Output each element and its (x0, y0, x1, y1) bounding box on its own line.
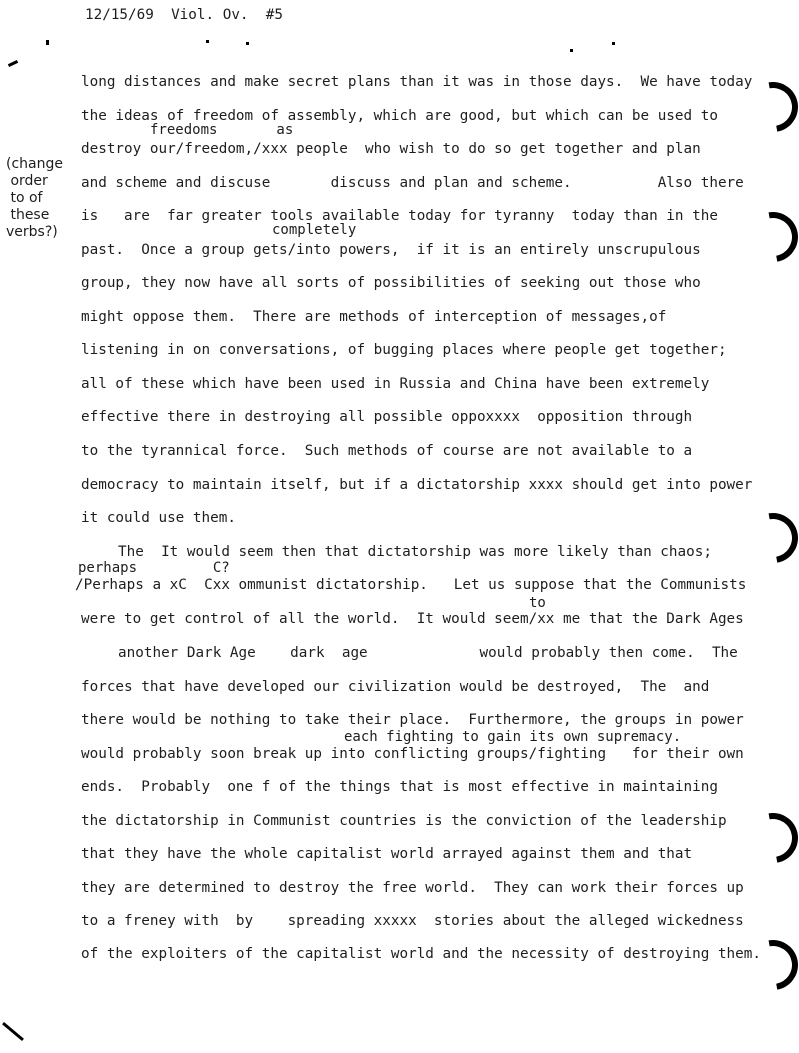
text-line: it could use them. (81, 510, 236, 526)
punch-hole-shadow (738, 503, 799, 573)
punch-hole-shadow (738, 202, 799, 272)
page-header: 12/15/69 Viol. Ov. #5 (85, 7, 283, 23)
text-line: effective there in destroying all possible oppoxxxx opposition through (81, 409, 693, 425)
ink-speck (612, 42, 615, 45)
text-line: there would be nothing to take their place. Furthermore, the groups in power (81, 712, 744, 728)
insertion: perhaps C? (78, 560, 230, 576)
ink-speck (2, 1022, 24, 1041)
text-line: to the tyrannical force. Such methods of course are not available to a (81, 443, 693, 459)
text-line: and scheme and discuse discuss and plan and scheme. Also there (81, 175, 744, 191)
text-line: were to get control of all the world. It would seem/xx me that the Dark Ages (81, 611, 744, 627)
insertion: freedoms as (150, 122, 294, 138)
text-line: destroy our/freedom,/xxx people who wish to do so get together and plan (81, 141, 701, 157)
text-line: forces that have developed our civilization would be destroyed, The and (81, 679, 710, 695)
text-line: past. Once a group gets/into powers, if it is an entirely unscrupulous (81, 242, 701, 258)
text-line: would probably soon break up into conflicting groups/fighting for their own (81, 746, 744, 762)
insertion: to (529, 595, 546, 611)
text-line: to a freney with by spreading xxxxx stories about the alleged wickedness (81, 913, 744, 929)
text-line: group, they now have all sorts of possibilities of seeking out those who (81, 275, 701, 291)
text-line: another Dark Age dark age would probably then come. The (75, 645, 738, 661)
insertion: completely (272, 222, 357, 238)
ink-speck (206, 40, 209, 43)
ink-speck (8, 60, 18, 67)
text-line: they are determined to destroy the free world. They can work their forces up (81, 880, 744, 896)
margin-note: (change order to of these verbs?) (6, 156, 63, 240)
text-line: long distances and make secret plans than it was in those days. We have today (81, 74, 753, 90)
text-line: might oppose them. There are methods of interception of messages,of (81, 309, 667, 325)
text-line: The It would seem then that dictatorship was more likely than chaos; (75, 544, 712, 560)
ink-speck (570, 49, 573, 52)
ink-speck (246, 42, 249, 45)
text-line: the dictatorship in Communist countries is the conviction of the leadership (81, 813, 727, 829)
text-line: ends. Probably one f of the things that is most effective in maintaining (81, 779, 718, 795)
text-line: democracy to maintain itself, but if a dictatorship xxxx should get into power (81, 477, 753, 493)
text-line: that they have the whole capitalist world arrayed against them and that (81, 846, 693, 862)
text-line: all of these which have been used in Russia and China have been extremely (81, 376, 710, 392)
ink-speck (46, 40, 49, 45)
punch-hole-shadow (738, 930, 799, 1000)
insertion: each fighting to gain its own supremacy. (344, 729, 682, 745)
text-line: of the exploiters of the capitalist world and the necessity of destroying them. (81, 946, 761, 962)
text-line: is are far greater tools available today for tyranny today than in the (81, 208, 718, 224)
text-line: the ideas of freedom of assembly, which are good, but which can be used to (81, 108, 718, 124)
text-line: listening in on conversations, of bugging places where people get together; (81, 342, 727, 358)
text-line: /Perhaps a xC Cxx ommunist dictatorship. Let us suppose that the Communists (75, 577, 747, 593)
punch-hole-shadow (738, 803, 799, 873)
